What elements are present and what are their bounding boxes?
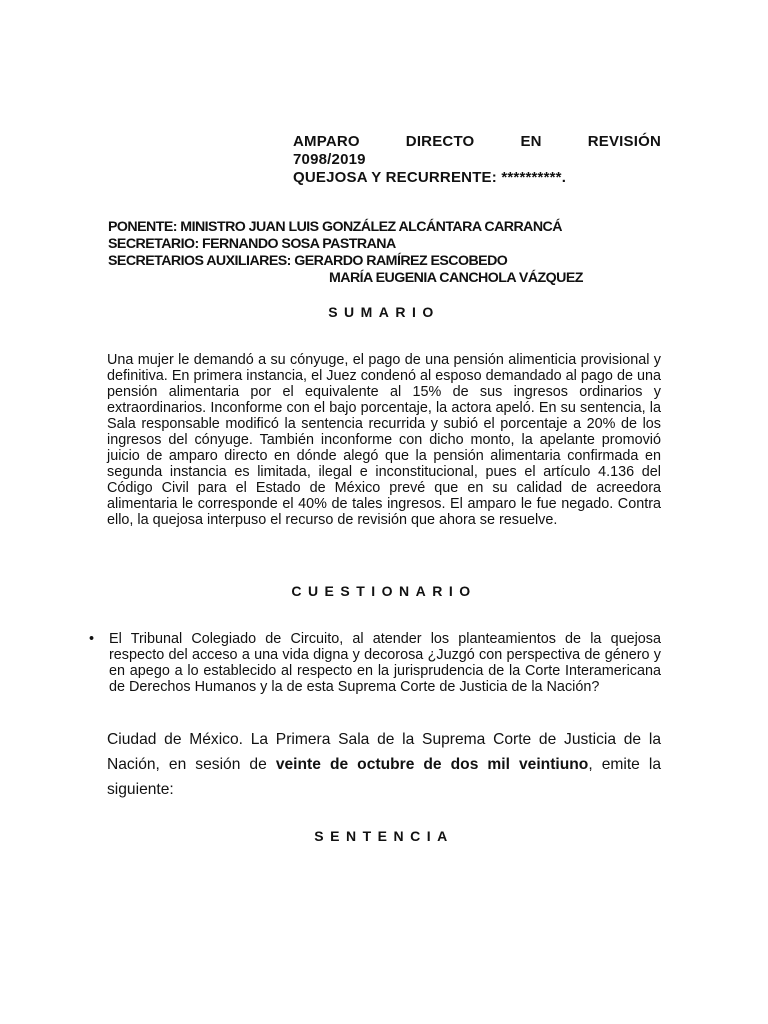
session-date: veinte de octubre de dos mil veintiuno: [275, 756, 589, 773]
case-title-word: DIRECTO: [405, 133, 475, 150]
intro-text-start: Ciudad de México. La Primera Sala de la Suprema Corte de Justicia de la Nación, en sesión de: [107, 731, 661, 773]
list-item: [88, 631, 661, 695]
intro-text-end: , emite la siguiente:: [107, 756, 662, 798]
case-title-word: EN: [520, 133, 542, 150]
sentencia-heading: SENTENCIA: [314, 828, 454, 844]
case-header: [293, 133, 661, 187]
case-title-word: AMPARO: [293, 133, 360, 150]
ponente-line: PONENTE: MINISTRO JUAN LUIS GONZÁLEZ ALCÁNTARA CARRANCÁ: [108, 219, 562, 235]
bullet-icon: •: [89, 631, 95, 647]
summary-paragraph: Una mujer le demandó a su cónyuge, el pago de una pensión alimenticia provisional y definitiva. En primera instancia, el Juez condenó al esposo demandado al pago de una pensión alimentaria por el equivalente al 15% de sus ingresos ordinarios y extraordinarios. Inconforme con el bajo porcentaje, la actora apeló. En su sentencia, la Sala responsable modificó la sentencia recurrida y subió el porcentaje a 20% de los ingresos del cónyuge. También inconforme con dicho monto, la apelante promovió juicio de amparo directo en dónde alegó que la pensión alimentaria confirmada en segunda instancia es limitada, ilegal e inconstitucional, pues el artículo 4.136 del Código Civil para el Estado de México prevé que en su calidad de acreedora alimentaria le corresponde el 40% de tales ingresos. El amparo le fue negado. Contra ello, la quejosa interpuso el recurso de revisión que ahora se resuelve.: [107, 352, 661, 528]
secretario-line: SECRETARIO: FERNANDO SOSA PASTRANA: [108, 236, 396, 252]
secretarios-auxiliares-line-2: MARÍA EUGENIA CANCHOLA VÁZQUEZ: [329, 270, 583, 286]
case-title-line: [293, 133, 661, 151]
case-number: 7098/2019: [293, 151, 366, 168]
sumario-heading: SUMARIO: [328, 304, 440, 320]
officials-block: [108, 219, 668, 287]
question-text: El Tribunal Colegiado de Circuito, al atender los planteamientos de la quejosa respecto del acceso a una vida digna y decorosa ¿Juzgó con perspectiva de género y en apego a lo establecido al respecto en la jurisprudencia de la Corte Interamericana de Derechos Humanos y la de esta Suprema Corte de Justicia de la Nación?: [109, 631, 661, 695]
intro-paragraph: [107, 727, 661, 802]
secretarios-auxiliares-line: SECRETARIOS AUXILIARES: GERARDO RAMÍREZ ESCOBEDO: [108, 253, 508, 269]
quejosa-line: QUEJOSA Y RECURRENTE: **********.: [293, 169, 567, 186]
case-title-word: REVISIÓN: [587, 133, 661, 150]
cuestionario-heading: CUESTIONARIO: [291, 583, 477, 599]
question-list: [88, 631, 661, 695]
